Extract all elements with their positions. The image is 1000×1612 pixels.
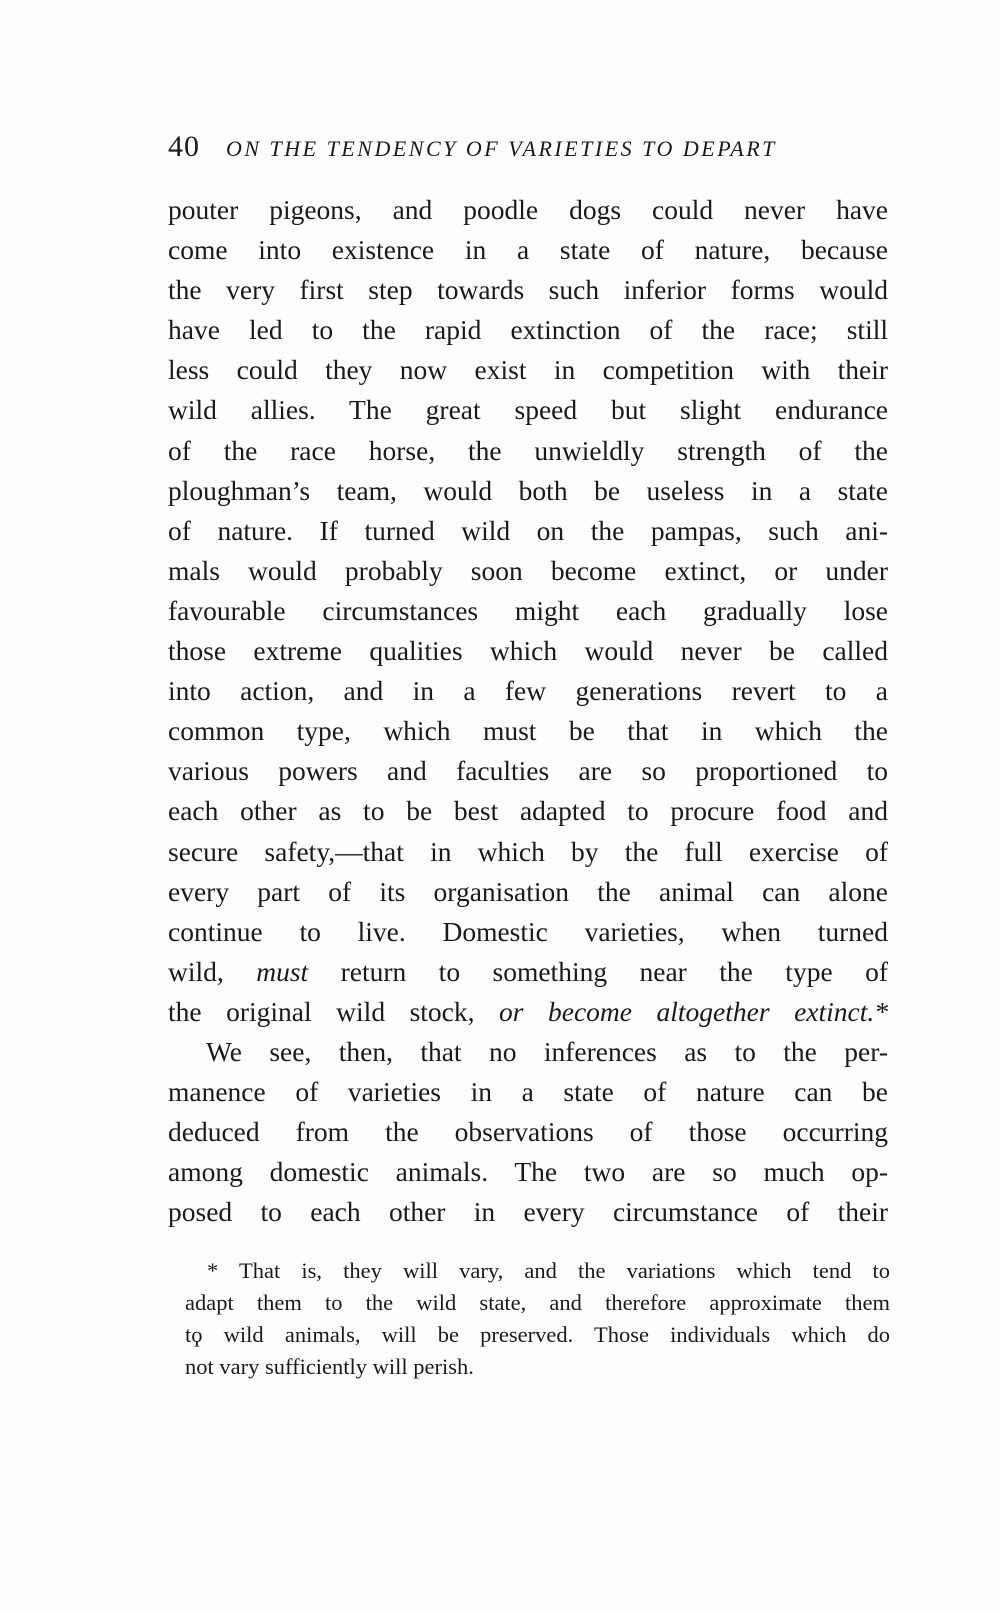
text-line: of nature. If turned wild on the pampas, such ani- [168,514,888,546]
text-line: come into existence in a state of nature, because [168,234,888,266]
text-line: less could they now exist in competition with their [168,354,888,386]
text-line: manence of varieties in a state of nature can be [168,1076,888,1108]
text-line-with-italic [168,992,888,1032]
text-line: posed to each other in every circumstance of their [168,1196,888,1228]
footnote [185,1255,890,1383]
text-line: mals would probably soon become extinct, or under [168,554,888,586]
text-line: each other as to be best adapted to procure food and [168,795,888,827]
page-header [168,130,888,166]
text-line: continue to live. Domestic varieties, when turned [168,915,888,947]
text-line: those extreme qualities which would never be called [168,635,888,667]
footnote-line: tϙ wild animals, will be preserved. Those individuals which do [185,1322,890,1347]
text-line-with-italic [168,952,888,992]
footnote-line: adapt them to the wild state, and therefore approximate them [185,1290,890,1315]
page-number: 40 [168,130,200,163]
italic-emphasis: or become altogether extinct.* [499,995,888,1027]
text-line: into action, and in a few generations revert to a [168,675,888,707]
text-line: favourable circumstances might each gradually lose [168,594,888,626]
text-line: have led to the rapid extinction of the race; still [168,314,888,346]
text-segment: wild, [168,955,257,987]
footnote-line: * That is, they will vary, and the variations which tend to [207,1258,890,1283]
text-segment: the original wild stock, [168,995,500,1027]
text-line: the very first step towards such inferior forms would [168,274,888,306]
text-segment: return to something near the type of [308,955,888,987]
footnote-line: not vary sufficiently will perish. [185,1354,474,1379]
text-line: of the race horse, the unwieldly strength of the [168,434,888,466]
text-line: among domestic animals. The two are so much op- [168,1156,888,1188]
text-line: various powers and faculties are so proportioned to [168,755,888,787]
text-line: deduced from the observations of those occurring [168,1116,888,1148]
text-line: every part of its organisation the animal can alone [168,875,888,907]
running-title: ON THE TENDENCY OF VARIETIES TO DEPART [226,136,777,161]
italic-emphasis: must [256,955,309,987]
text-line: ploughman’s team, would both be useless in a state [168,474,888,506]
text-line: secure safety,—that in which by the full exercise of [168,835,888,867]
text-line: wild allies. The great speed but slight endurance [168,394,888,426]
body-text [168,190,888,1232]
paragraph-start-line: We see, then, that no inferences as to the per- [206,1035,888,1067]
text-line: pouter pigeons, and poodle dogs could never have [168,194,888,225]
text-line: common type, which must be that in which the [168,715,888,747]
